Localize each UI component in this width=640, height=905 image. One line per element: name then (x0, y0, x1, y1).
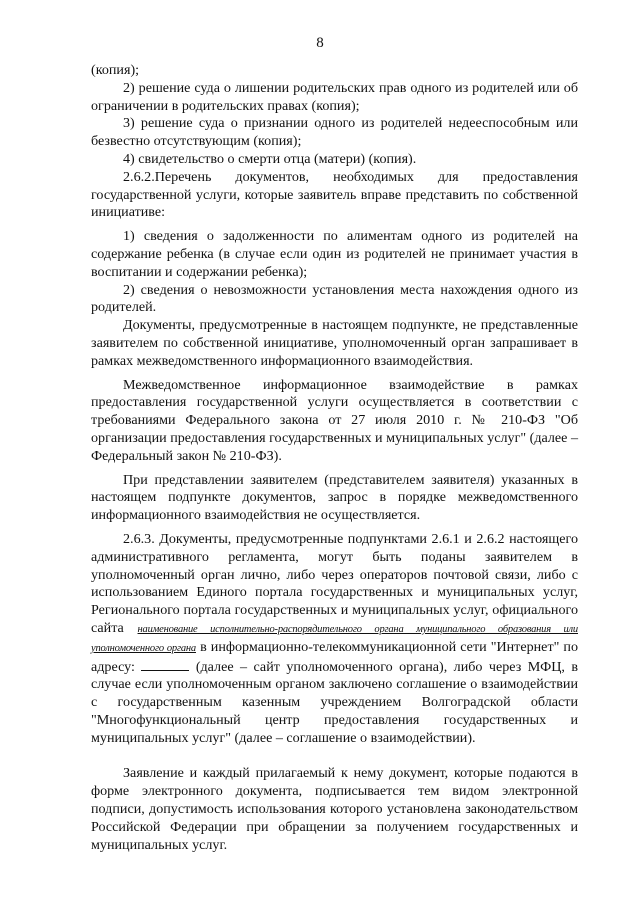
paragraph-2-6-2: 2.6.2.Перечень документов, необходимых для предоставления государственной услуги, которые заявитель вправе представить по собственной инициативе: (91, 168, 578, 221)
paragraph-request: При представлении заявителем (представителем заявителя) указанных в настоящем подпункте документов, запрос в порядке межведомственного информационного взаимодействия не осуществляется. (91, 471, 578, 524)
paragraph-item-3: 3) решение суда о признании одного из родителей недееспособным или безвестно отсутствующим (копия); (91, 115, 578, 150)
paragraph-interaction: Межведомственное информационное взаимодействие в рамках предоставления государственной услуги осуществляется в соответствии с требованиями Федерального закона от 27 июля 2010 г. № 210-ФЗ "Об организации предоставления государственных и муниципальных услуг" (далее – Федеральный закон № 210-ФЗ). (91, 376, 578, 464)
paragraph-2-6-2-item-2: 2) сведения о невозможности установления места нахождения одного из родителей. (91, 281, 578, 316)
paragraph-2-6-3 (91, 531, 578, 748)
paragraph-documents: Документы, предусмотренные в настоящем подпункте, не представленные заявителем по собственной инициативе, уполномоченный орган запрашивает в рамках межведомственного информационного взаимодействия. (91, 317, 578, 369)
paragraph-2-6-3-part3: (далее – сайт уполномоченного органа), либо через МФЦ, в случае если уполномоченным органом заключено соглашение о взаимодействии с государственным казенным учреждением Волгоградской области "Многофункциональный центр предоставления государственных и муниципальных услуг" (далее – соглашение о взаимодействии). (91, 658, 578, 746)
paragraph-2-6-3-part2: в информационно-телекоммуникационной сети "Интернет" по адресу: (91, 638, 579, 675)
page-number: 8 (316, 35, 324, 51)
document-body (91, 62, 578, 854)
paragraph-2-6-3-part1: 2.6.3. Документы, предусмотренные подпунктами 2.6.1 и 2.6.2 настоящего административного регламента, могут быть поданы заявителем в уполномоченный орган лично, либо через операторов почтовой связи, либо с использованием Единого портала государственных и муниципальных услуг, Регионального портала государственных и муниципальных услуг, официального сайта (91, 530, 578, 636)
paragraph-item-2: 2) решение суда о лишении родительских прав одного из родителей или об ограничении в родительских правах (копия); (91, 79, 578, 114)
paragraph-electronic-signature: Заявление и каждый прилагаемый к нему документ, которые подаются в форме электронного документа, подписывается тем видом электронной подписи, допустимость использования которого установлена законодательством Российской Федерации при обращении за получением государственных и муниципальных услуг. (91, 765, 578, 853)
paragraph-item-4: 4) свидетельство о смерти отца (матери) (копия). (123, 150, 417, 167)
paragraph-2-6-2-item-1: 1) сведения о задолженности по алиментам одного из родителей на содержание ребенка (в случае если один из родителей не принимает участия в воспитании и содержании ребенка); (91, 228, 578, 280)
address-blank (141, 658, 189, 671)
official-site-placeholder: наименование исполнительно-распорядительного органа муниципального образования или уполномоченного органа (91, 623, 578, 654)
paragraph-copy-tail: (копия); (91, 62, 140, 78)
